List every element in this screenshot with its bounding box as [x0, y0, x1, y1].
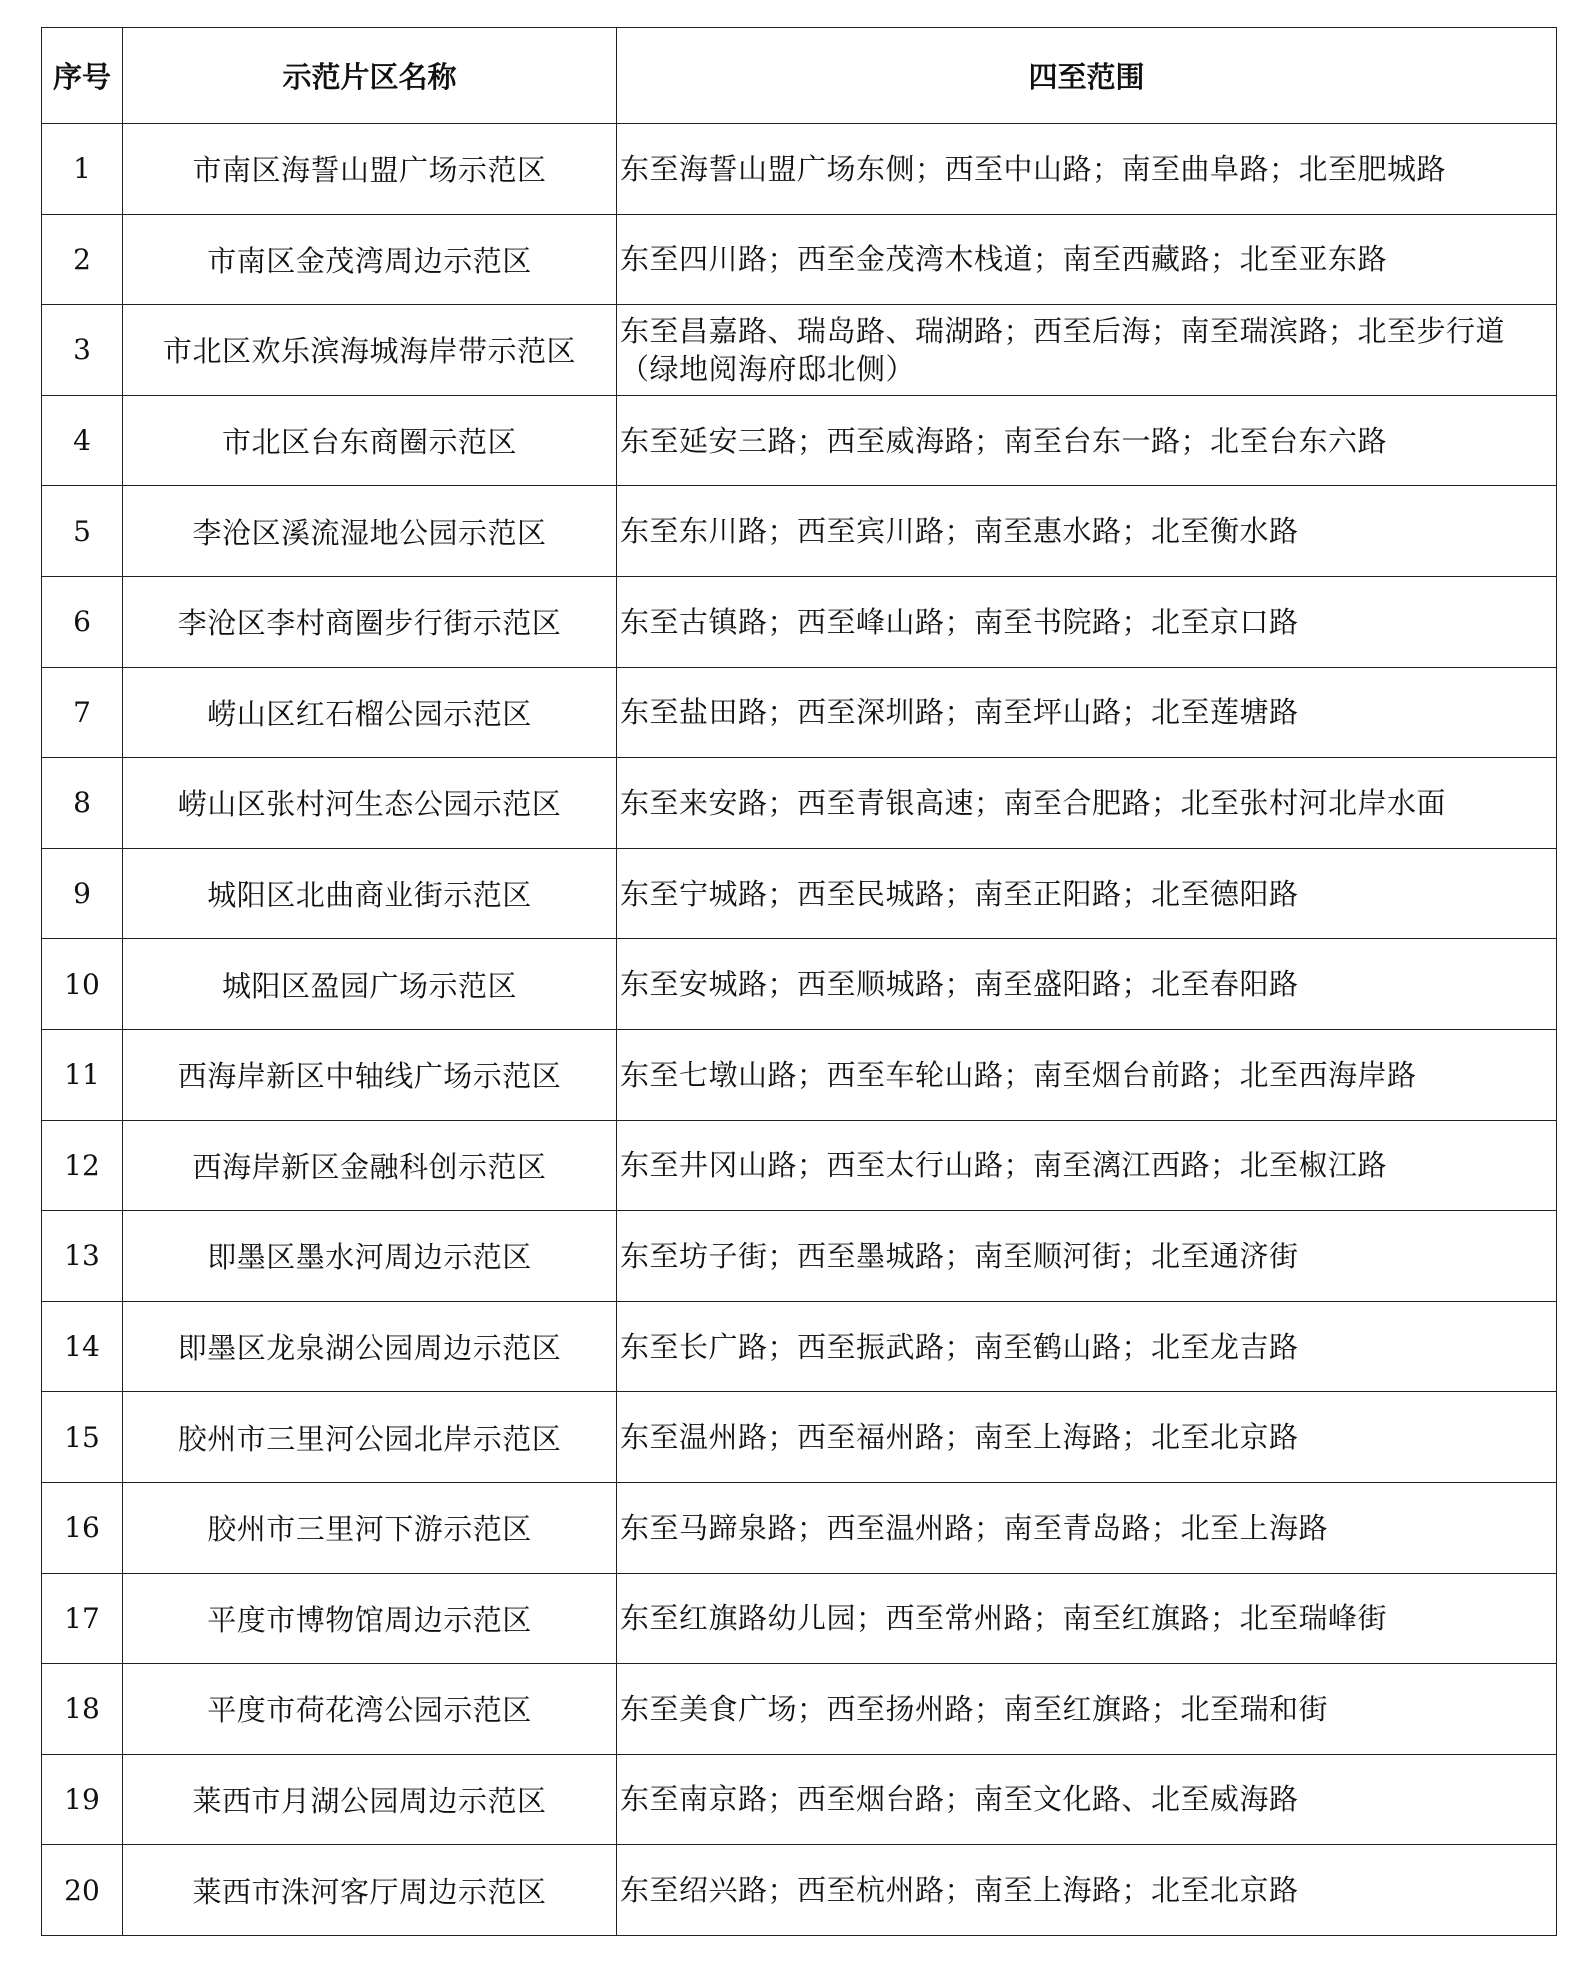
row-area-name: 城阳区盈园广场示范区 — [123, 939, 617, 1030]
row-boundary-range: 东至宁城路；西至民城路；南至正阳路；北至德阳路 — [617, 848, 1557, 939]
row-area-name: 市南区金茂湾周边示范区 — [123, 214, 617, 305]
table-row — [42, 939, 1557, 1030]
row-boundary-range: 东至七墩山路；西至车轮山路；南至烟台前路；北至西海岸路 — [617, 1029, 1557, 1120]
table-row — [42, 214, 1557, 305]
row-boundary-range: 东至东川路；西至宾川路；南至惠水路；北至衡水路 — [617, 486, 1557, 577]
row-area-name: 西海岸新区中轴线广场示范区 — [123, 1029, 617, 1120]
row-boundary-range: 东至南京路；西至烟台路；南至文化路、北至威海路 — [617, 1754, 1557, 1845]
table-row — [42, 1845, 1557, 1936]
row-area-name: 市北区台东商圈示范区 — [123, 395, 617, 486]
row-area-name: 李沧区溪流湿地公园示范区 — [123, 486, 617, 577]
row-boundary-range: 东至古镇路；西至峰山路；南至书院路；北至京口路 — [617, 576, 1557, 667]
header-serial-number: 序号 — [42, 28, 123, 124]
row-area-name: 即墨区墨水河周边示范区 — [123, 1211, 617, 1302]
row-boundary-range: 东至延安三路；西至威海路；南至台东一路；北至台东六路 — [617, 395, 1557, 486]
row-boundary-range: 东至温州路；西至福州路；南至上海路；北至北京路 — [617, 1392, 1557, 1483]
row-number: 4 — [42, 395, 123, 486]
row-boundary-range: 东至长广路；西至振武路；南至鹤山路；北至龙吉路 — [617, 1301, 1557, 1392]
row-number: 14 — [42, 1301, 123, 1392]
table-row — [42, 1029, 1557, 1120]
header-boundary-range: 四至范围 — [617, 28, 1557, 124]
table-row — [42, 1754, 1557, 1845]
row-number: 8 — [42, 758, 123, 849]
table-row — [42, 305, 1557, 396]
row-boundary-range: 东至昌嘉路、瑞岛路、瑞湖路；西至后海；南至瑞滨路；北至步行道（绿地阅海府邸北侧） — [617, 305, 1557, 396]
table-row — [42, 1664, 1557, 1755]
table-row — [42, 667, 1557, 758]
row-area-name: 平度市荷花湾公园示范区 — [123, 1664, 617, 1755]
row-area-name: 城阳区北曲商业街示范区 — [123, 848, 617, 939]
row-area-name: 胶州市三里河公园北岸示范区 — [123, 1392, 617, 1483]
table-row — [42, 576, 1557, 667]
row-area-name: 莱西市月湖公园周边示范区 — [123, 1754, 617, 1845]
table-row — [42, 758, 1557, 849]
row-boundary-range: 东至海誓山盟广场东侧；西至中山路；南至曲阜路；北至肥城路 — [617, 124, 1557, 215]
row-boundary-range: 东至红旗路幼儿园；西至常州路；南至红旗路；北至瑞峰街 — [617, 1573, 1557, 1664]
row-number: 3 — [42, 305, 123, 396]
row-number: 17 — [42, 1573, 123, 1664]
row-area-name: 市南区海誓山盟广场示范区 — [123, 124, 617, 215]
table-row — [42, 395, 1557, 486]
row-number: 20 — [42, 1845, 123, 1936]
row-boundary-range: 东至四川路；西至金茂湾木栈道；南至西藏路；北至亚东路 — [617, 214, 1557, 305]
row-number: 13 — [42, 1211, 123, 1302]
row-boundary-range: 东至来安路；西至青银高速；南至合肥路；北至张村河北岸水面 — [617, 758, 1557, 849]
table-row — [42, 1392, 1557, 1483]
row-area-name: 李沧区李村商圈步行街示范区 — [123, 576, 617, 667]
row-number: 18 — [42, 1664, 123, 1755]
row-number: 7 — [42, 667, 123, 758]
row-number: 1 — [42, 124, 123, 215]
row-number: 9 — [42, 848, 123, 939]
table-row — [42, 1301, 1557, 1392]
row-boundary-range: 东至盐田路；西至深圳路；南至坪山路；北至莲塘路 — [617, 667, 1557, 758]
table-row — [42, 1573, 1557, 1664]
table-row — [42, 1211, 1557, 1302]
header-area-name: 示范片区名称 — [123, 28, 617, 124]
row-number: 10 — [42, 939, 123, 1030]
row-area-name: 平度市博物馆周边示范区 — [123, 1573, 617, 1664]
row-number: 6 — [42, 576, 123, 667]
row-number: 2 — [42, 214, 123, 305]
row-number: 16 — [42, 1482, 123, 1573]
table-row — [42, 848, 1557, 939]
row-area-name: 胶州市三里河下游示范区 — [123, 1482, 617, 1573]
row-area-name: 崂山区红石榴公园示范区 — [123, 667, 617, 758]
table-row — [42, 124, 1557, 215]
row-number: 12 — [42, 1120, 123, 1211]
table-row — [42, 1120, 1557, 1211]
table-header-row — [42, 28, 1557, 124]
row-boundary-range: 东至绍兴路；西至杭州路；南至上海路；北至北京路 — [617, 1845, 1557, 1936]
table-row — [42, 486, 1557, 577]
row-boundary-range: 东至安城路；西至顺城路；南至盛阳路；北至春阳路 — [617, 939, 1557, 1030]
row-area-name: 西海岸新区金融科创示范区 — [123, 1120, 617, 1211]
row-number: 11 — [42, 1029, 123, 1120]
row-area-name: 即墨区龙泉湖公园周边示范区 — [123, 1301, 617, 1392]
row-number: 19 — [42, 1754, 123, 1845]
table-row — [42, 1482, 1557, 1573]
row-boundary-range: 东至美食广场；西至扬州路；南至红旗路；北至瑞和街 — [617, 1664, 1557, 1755]
row-area-name: 崂山区张村河生态公园示范区 — [123, 758, 617, 849]
demo-area-table — [41, 27, 1557, 1936]
row-number: 5 — [42, 486, 123, 577]
row-area-name: 莱西市洙河客厅周边示范区 — [123, 1845, 617, 1936]
demo-area-table-container — [41, 27, 1556, 1936]
row-number: 15 — [42, 1392, 123, 1483]
row-boundary-range: 东至井冈山路；西至太行山路；南至漓江西路；北至椒江路 — [617, 1120, 1557, 1211]
row-area-name: 市北区欢乐滨海城海岸带示范区 — [123, 305, 617, 396]
row-boundary-range: 东至坊子街；西至墨城路；南至顺河街；北至通济街 — [617, 1211, 1557, 1302]
row-boundary-range: 东至马蹄泉路；西至温州路；南至青岛路；北至上海路 — [617, 1482, 1557, 1573]
